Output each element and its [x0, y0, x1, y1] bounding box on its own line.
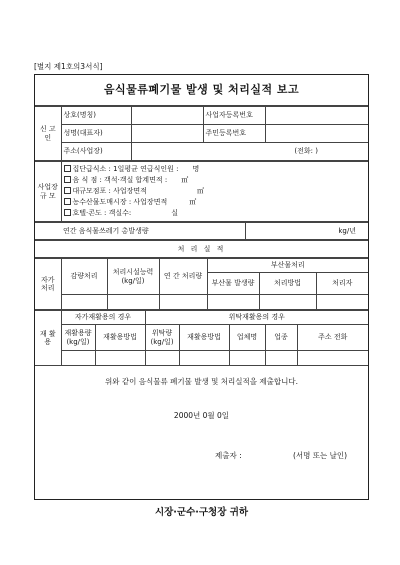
checkbox-icon[interactable] [64, 209, 71, 216]
scale-line-large-store[interactable]: 대규모점포 : 사업장면적 ㎡ [64, 186, 367, 197]
scale-line-restaurant[interactable]: 음 식 점 : 객석·객실 합계면적 : ㎡ [64, 175, 367, 186]
capacity-label: 처리시설능력 (kg/일) [107, 259, 159, 295]
submission-date[interactable]: 2000년 0월 0일 [173, 411, 230, 420]
company-name-value[interactable] [229, 351, 265, 366]
signature-label[interactable]: (서명 또는 날인) [293, 451, 348, 460]
scale-line-wholesale-market[interactable]: 농수산물도매시장 : 사업장면적 ㎡ [64, 197, 367, 208]
scale-line-cafeteria[interactable]: 집단급식소 : 1일평균 연급식인원 : 명 [64, 164, 367, 175]
business-reg-label: 사업자등록번호 [203, 107, 265, 125]
representative-label: 성명(대표자) [61, 125, 131, 143]
form-title: 음식물류폐기물 발생 및 처리실적 보고 [35, 75, 368, 106]
report-form [34, 74, 369, 518]
resident-reg-value[interactable] [265, 125, 368, 143]
byproduct-group-label: 부산물처리 [207, 259, 368, 273]
recycling-table [35, 310, 368, 366]
checkbox-icon[interactable] [64, 165, 71, 172]
name-value[interactable] [131, 107, 203, 125]
address-label: 주소(사업장) [61, 143, 131, 161]
address-phone-label: 주소 전화 [297, 325, 368, 351]
recycling-label: 재 활 용 [35, 311, 61, 366]
annual-waste-label: 연간 음식물쓰레기 총발생량 [35, 223, 245, 240]
capacity-value[interactable] [107, 295, 159, 310]
business-type-label: 업종 [265, 325, 297, 351]
business-scale-table [35, 161, 368, 222]
checkbox-icon[interactable] [64, 198, 71, 205]
self-processing-label: 자가 처리 [35, 259, 61, 310]
address-phone-value[interactable] [297, 351, 368, 366]
form-number: [별지 제1호의3서식] [34, 62, 103, 71]
recipient: 시장·군수·구청장 귀하 [154, 507, 249, 518]
byproduct-amount-value[interactable] [207, 295, 259, 310]
submission-statement: 위와 같이 음식물류 폐기물 발생 및 처리실적을 제출합니다. [105, 377, 298, 386]
business-scale-label: 사업장 규 모 [35, 162, 61, 222]
business-reg-value[interactable] [265, 107, 368, 125]
scale-line-hotel[interactable]: 호텔·콘도 : 객실수: 실 [64, 208, 367, 219]
checkbox-icon[interactable] [64, 187, 71, 194]
processing-header-table [35, 240, 368, 258]
reporter-section-label: 신 고 인 [35, 107, 61, 161]
reporter-label[interactable]: 제출자 : [215, 451, 242, 460]
reduction-label: 감량처리 [61, 259, 107, 295]
outsourced-method-label: 재활용방법 [179, 325, 229, 351]
annual-waste-table [35, 222, 368, 240]
checkbox-icon[interactable] [64, 176, 71, 183]
outsourced-recycling-label: 위탁재활용의 경우 [145, 311, 368, 325]
annual-waste-unit[interactable]: kg/년 [245, 223, 368, 240]
self-method-label: 재활용방법 [95, 325, 145, 351]
byproduct-handler-value[interactable] [316, 295, 368, 310]
declaration-area [35, 366, 368, 534]
declaration-table [35, 366, 368, 534]
byproduct-method-value[interactable] [259, 295, 316, 310]
byproduct-method-label: 처리방법 [259, 273, 316, 295]
byproduct-amount-label: 부산물 발생량 [207, 273, 259, 295]
self-amount-label: 재활용량 (kg/일) [61, 325, 95, 351]
self-method-value[interactable] [95, 351, 145, 366]
title-table [35, 75, 368, 106]
outsourced-method-value[interactable] [179, 351, 229, 366]
processing-header: 처 리 실 적 [35, 241, 368, 258]
self-processing-table [35, 258, 368, 310]
representative-value[interactable] [131, 125, 203, 143]
annual-amount-label: 연 간 처리량 [159, 259, 207, 295]
reduction-value[interactable] [61, 295, 107, 310]
outsourced-amount-label: 위탁량 (kg/일) [145, 325, 179, 351]
self-amount-value[interactable] [61, 351, 95, 366]
self-recycling-label: 자가재활용의 경우 [61, 311, 145, 325]
reporter-table [35, 106, 368, 161]
outsourced-amount-value[interactable] [145, 351, 179, 366]
company-name-label: 업체명 [229, 325, 265, 351]
business-scale-options [61, 162, 368, 222]
annual-amount-value[interactable] [159, 295, 207, 310]
resident-reg-label: 주민등록번호 [203, 125, 265, 143]
name-label: 상호(명칭) [61, 107, 131, 125]
phone-label[interactable]: (전화: ) [131, 143, 368, 161]
business-type-value[interactable] [265, 351, 297, 366]
byproduct-handler-label: 처리자 [316, 273, 368, 295]
